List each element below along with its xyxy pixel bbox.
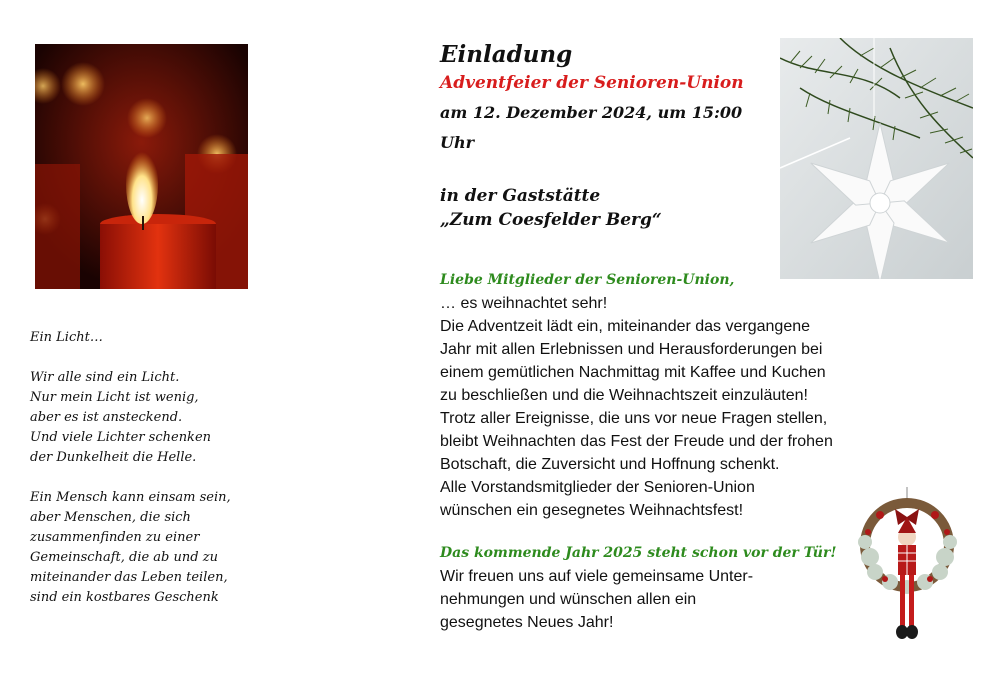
body-line: … es weihnachtet sehr! [440,295,608,312]
body-line: Die Adventzeit lädt ein, miteinander das vergangene [440,318,811,335]
invitation-title: Einladung [440,41,573,68]
poem-line: Nur mein Licht ist wenig, [30,390,199,405]
poem-line: aber Menschen, die sich [30,510,191,525]
body-line: zu beschließen und die Weihnachtszeit einzuläuten! [440,387,808,404]
poem-line: Gemeinschaft, die ab und zu [30,550,218,565]
body-line: Jahr mit allen Erlebnissen und Herausforderungen bei [440,341,823,358]
body-line: einem gemütlichen Nachmittag mit Kaffee und Kuchen [440,364,826,381]
poem-line: Ein Mensch kann einsam sein, [30,490,231,505]
poem-line: Und viele Lichter schenken [30,430,212,445]
poem-title: Ein Licht… [30,330,103,345]
body-line: wünschen ein gesegnetes Weihnachtsfest! [440,502,744,519]
closing-line: Wir freuen uns auf viele gemeinsame Unter- [440,568,754,585]
poem-line: zusammenfinden zu einer [30,530,200,545]
greeting: Liebe Mitglieder der Senioren-Union, [440,272,735,288]
event-date: am 12. Dezember 2024, um 15:00 Uhr [440,103,743,152]
poem-line: sind ein kostbares Geschenk [30,590,219,605]
new-year-heading: Das kommende Jahr 2025 steht schon vor der Tür! [440,545,837,561]
closing-line: gesegnetes Neues Jahr! [440,614,614,631]
poem-line: Wir alle sind ein Licht. [30,370,180,385]
body-line: Trotz aller Ereignisse, die uns vor neue Fragen stellen, [440,410,828,427]
poem-stanza-2 [30,488,270,608]
christmas-wreath-ornament [850,487,965,652]
body-line: Alle Vorstandsmitglieder der Senioren-Union [440,479,755,496]
poem-line: der Dunkelheit die Helle. [30,450,197,465]
poem-line: miteinander das Leben teilen, [30,570,228,585]
body-line: Botschaft, die Zuversicht und Hoffnung schenkt. [440,456,780,473]
letter-body [440,269,900,634]
paper-snowflake-photo [780,38,973,279]
poem [30,328,270,628]
invitation-heading [440,40,770,232]
invitation-subtitle: Adventfeier der Senioren-Union [440,73,744,93]
candle-photo [35,44,248,289]
venue-line: in der Gaststätte [440,186,601,206]
poem-line: aber es ist ansteckend. [30,410,183,425]
poem-stanza-1 [30,368,270,468]
venue-name: „Zum Coesfelder Berg“ [440,210,662,230]
venue [440,184,770,232]
body-line: bleibt Weihnachten das Fest der Freude und der frohen [440,433,833,450]
closing-line: nehmungen und wünschen allen ein [440,591,697,608]
